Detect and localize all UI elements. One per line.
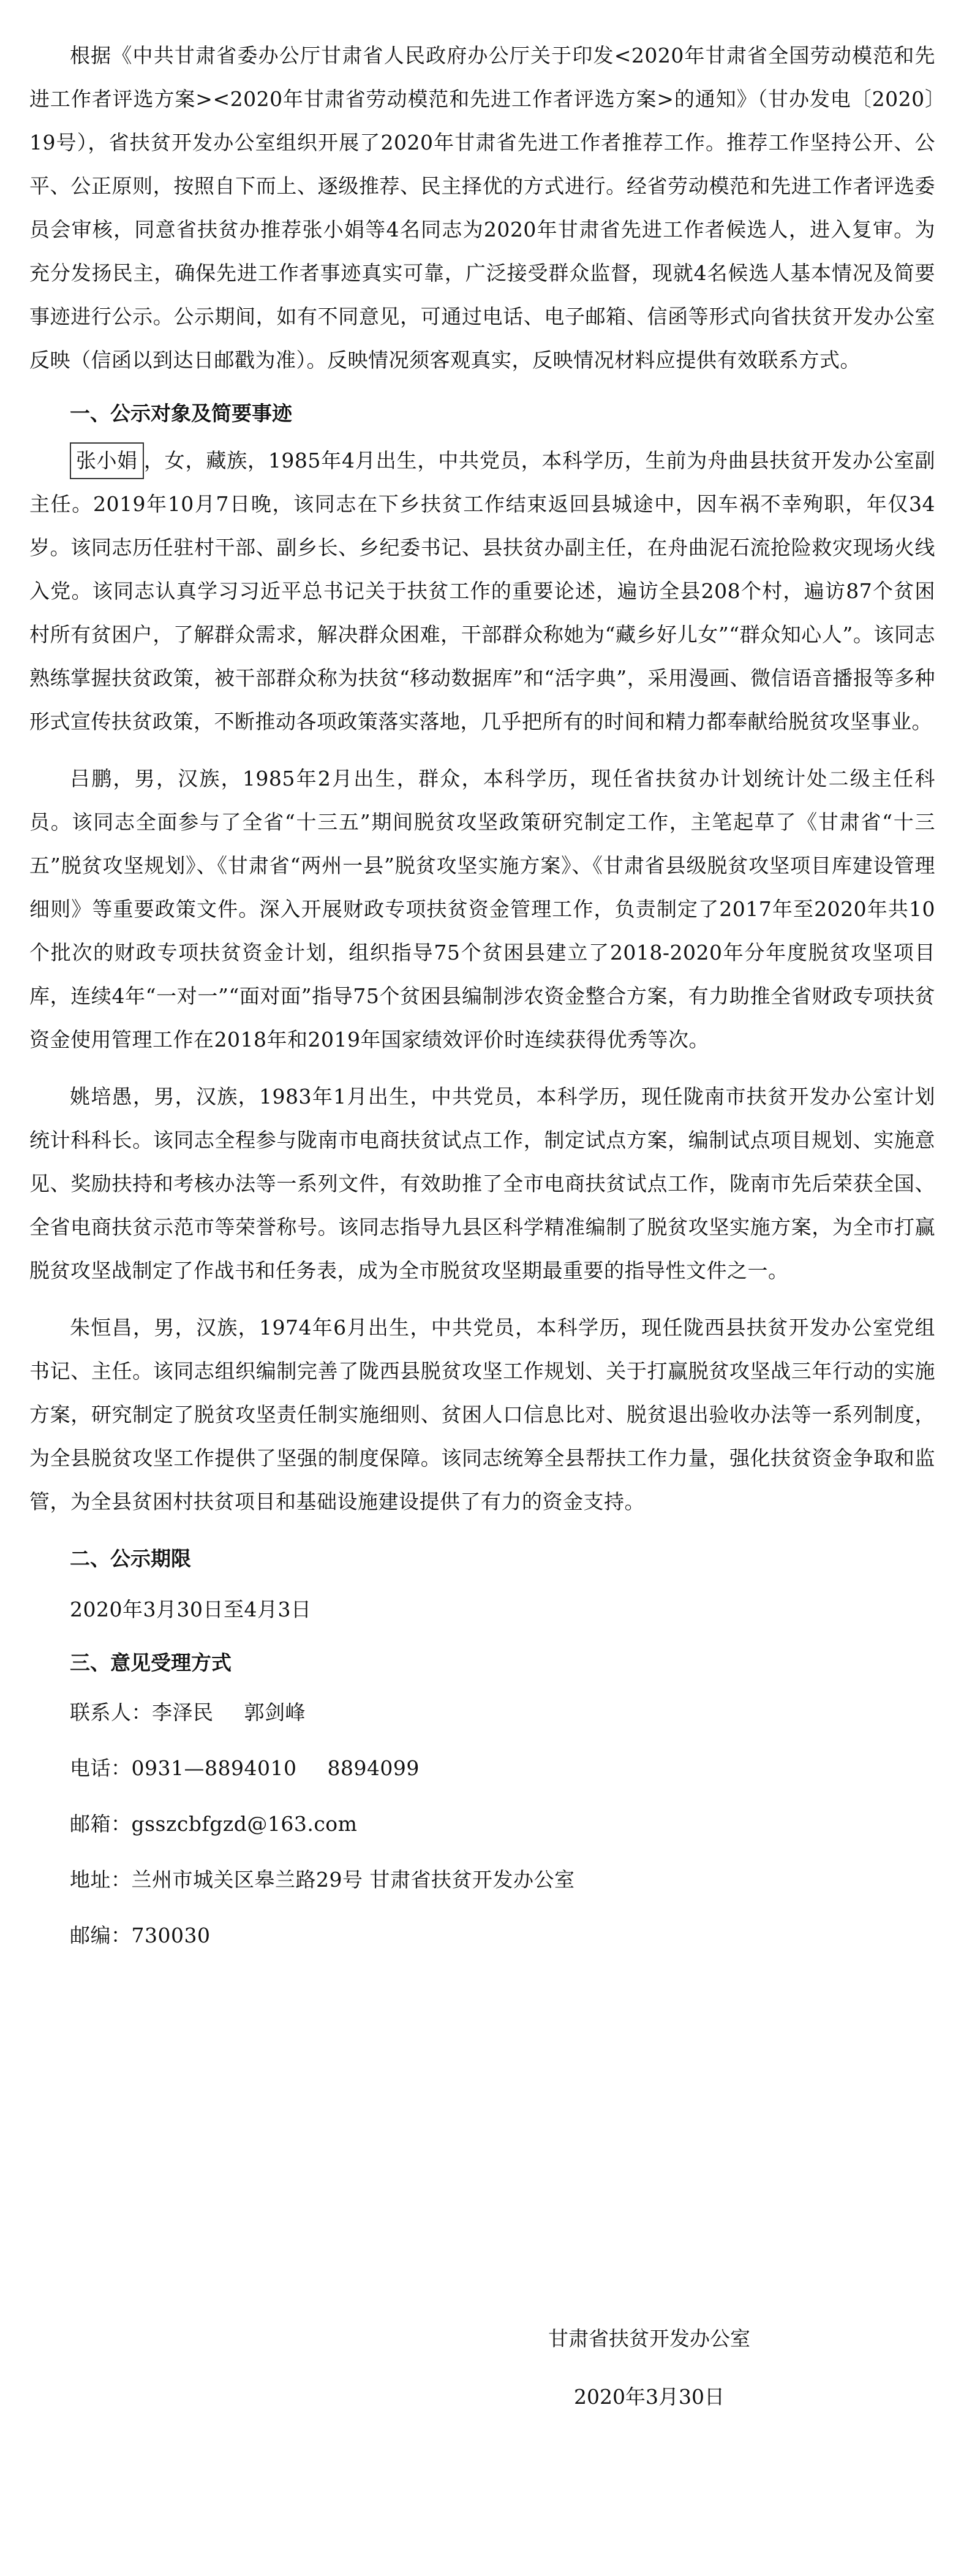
section-heading-2: 二、公示期限 xyxy=(70,1547,191,1570)
phone-number-1: 0931—8894010 xyxy=(131,1756,297,1780)
intro-paragraph: 根据《中共甘肃省委办公厅甘肃省人民政府办公厅关于印发<2020年甘肃省全国劳动模范和先进工作者评选方案><2020年甘肃省劳动模范和先进工作者评选方案>的通知》（甘办发电〔2020〕19号），省扶贫开发办公室组织开展了2020年甘肃省先进工作者推荐工作。推荐工作坚持公开、公平、公正原则，按照自下而上、逐级推荐、民主择优的方式进行。经省劳动模范和先进工作者评选委员会审核，同意省扶贫办推荐张小娟等4名同志为2020年甘肃省先进工作者候选人，进入复审。为充分发扬民主，确保先进工作者事迹真实可靠，广泛接受群众监督，现就4名候选人基本情况及简要事迹进行公示。公示期间，如有不同意见，可通过电话、电子邮箱、信函等形式向省扶贫开发办公室反映（信函以到达日邮戳为准）。反映情况须客观真实，反映情况材料应提供有效联系方式。 xyxy=(29,44,935,372)
signature-date: 2020年3月30日 xyxy=(574,2385,725,2409)
phone-label: 电话： xyxy=(70,1756,132,1780)
contact-label: 联系人： xyxy=(70,1700,152,1724)
section-heading-1: 一、公示对象及简要事迹 xyxy=(70,401,292,425)
phone-line xyxy=(29,1746,935,1790)
person-text-1: ，女，藏族，1985年4月出生，中共党员，本科学历，生前为舟曲县扶贫开发办公室副主任。2019年10月7日晚，该同志在下乡扶贫工作结束返回县城途中，因车祸不幸殉职，年仅34岁。该同志历任驻村干部、副乡长、乡纪委书记、县扶贫办副主任，在舟曲泥石流抢险救灾现场火线入党。该同志认真学习习近平总书记关于扶贫工作的重要论述，遍访全县208个村，遍访87个贫困村所有贫困户，了解群众需求，解决群众困难，干部群众称她为“藏乡好儿女”“群众知心人”。该同志熟练掌握扶贫政策，被干部群众称为扶贫“移动数据库”和“活字典”，采用漫画、微信语音播报等多种形式宣传扶贫政策，不断推动各项政策落实落地，几乎把所有的时间和精力都奉献给脱贫攻坚事业。 xyxy=(29,449,935,733)
publicity-period: 2020年3月30日至4月3日 xyxy=(70,1597,312,1621)
person-paragraph-2: 吕鹏，男，汉族，1985年2月出生，群众，本科学历，现任省扶贫办计划统计处二级主任科员。该同志全面参与了全省“十三五”期间脱贫攻坚政策研究制定工作，主笔起草了《甘肃省“十三五”脱贫攻坚规划》、《甘肃省“两州一县”脱贫攻坚实施方案》、《甘肃省县级脱贫攻坚项目库建设管理细则》等重要政策文件。深入开展财政专项扶贫资金管理工作，负责制定了2017年至2020年共10个批次的财政专项扶贫资金计划，组织指导75个贫困县建立了2018-2020年分年度脱贫攻坚项目库，连续4年“一对一”“面对面”指导75个贫困县编制涉农资金整合方案，有力助推全省财政专项扶贫资金使用管理工作在2018年和2019年国家绩效评价时连续获得优秀等次。 xyxy=(29,767,935,1051)
highlighted-name: 张小娟 xyxy=(70,442,144,479)
phone-number-2: 8894099 xyxy=(327,1756,420,1780)
email-line: 邮箱：gsszcbfgzd@163.com xyxy=(70,1812,358,1836)
postcode-line: 邮编：730030 xyxy=(70,1923,211,1947)
contact-name-2: 郭剑峰 xyxy=(244,1700,306,1724)
address-line: 地址：兰州市城关区皋兰路29号 甘肃省扶贫开发办公室 xyxy=(70,1868,575,1892)
contact-person-line xyxy=(29,1691,935,1734)
person-paragraph-3: 姚培愚，男，汉族，1983年1月出生，中共党员，本科学历，现任陇南市扶贫开发办公室计划统计科科长。该同志全程参与陇南市电商扶贫试点工作，制定试点方案，编制试点项目规划、实施意见、奖励扶持和考核办法等一系列文件，有效助推了全市电商扶贫试点工作，陇南市先后荣获全国、全省电商扶贫示范市等荣誉称号。该同志指导九县区科学精准编制了脱贫攻坚实施方案，为全市打赢脱贫攻坚战制定了作战书和任务表，成为全市脱贫攻坚期最重要的指导性文件之一。 xyxy=(29,1085,935,1282)
section-heading-3: 三、意见受理方式 xyxy=(70,1651,232,1675)
signature-block xyxy=(527,2328,772,2445)
signature-org: 甘肃省扶贫开发办公室 xyxy=(548,2327,750,2351)
person-paragraph-1 xyxy=(29,439,935,743)
person-paragraph-4: 朱恒昌，男，汉族，1974年6月出生，中共党员，本科学历，现任陇西县扶贫开发办公室党组书记、主任。该同志组织编制完善了陇西县脱贫攻坚工作规划、关于打赢脱贫攻坚战三年行动的实施方案，研究制定了脱贫攻坚责任制实施细则、贫困人口信息比对、脱贫退出验收办法等一系列制度，为全县脱贫攻坚工作提供了坚强的制度保障。该同志统筹全县帮扶工作力量，强化扶贫资金争取和监管，为全县贫困村扶贫项目和基础设施建设提供了有力的资金支持。 xyxy=(29,1316,935,1513)
contact-name-1: 李泽民 xyxy=(152,1700,214,1724)
